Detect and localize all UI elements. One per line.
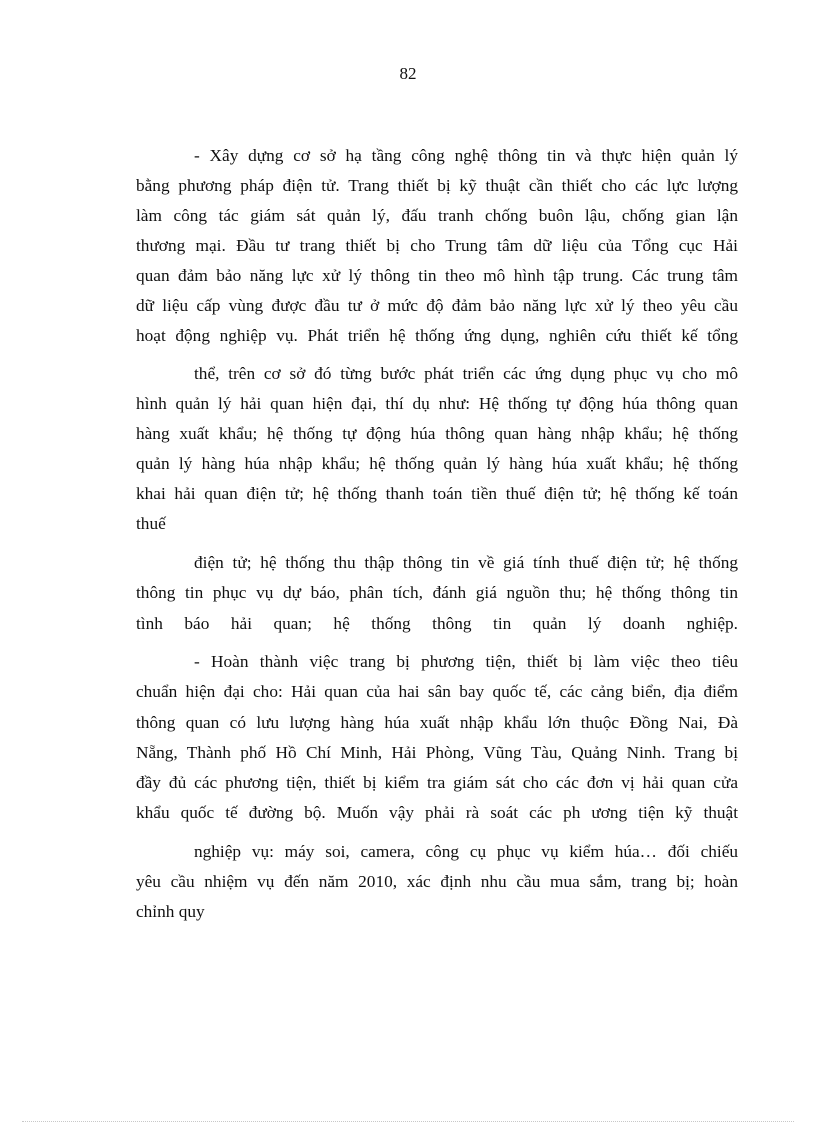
text-line: điện tử; hệ thống thu thập thông tin về giá tính thuế điện tử; hệ thống [194, 553, 738, 572]
text-line: quản lý hàng húa nhập khẩu; hệ thống quản lý hàng húa xuất khẩu; hệ thống [136, 454, 738, 473]
text-line: khai hải quan điện tử; hệ thống thanh toán tiền thuế điện tử; hệ thống kế toán [136, 484, 738, 503]
text-line: làm công tác giám sát quản lý, đấu tranh chống buôn lậu, chống gian lận [136, 206, 738, 225]
text-line: hoạt động nghiệp vụ. Phát triển hệ thống ứng dụng, nghiên cứu thiết kế tổng [136, 326, 738, 345]
text-line: yêu cầu nhiệm vụ đến năm 2010, xác định nhu cầu mua sắm, trang bị; hoàn [136, 872, 738, 891]
text-line: thương mại. Đầu tư trang thiết bị cho Trung tâm dữ liệu của Tổng cục Hải [136, 236, 738, 255]
text-line: chuẩn hiện đại cho: Hải quan của hai sân bay quốc tế, các cảng biển, địa điểm [136, 682, 738, 701]
text-line: thể, trên cơ sở đó từng bước phát triển các ứng dụng phục vụ cho mô [194, 364, 738, 383]
text-line: khẩu quốc tế đường bộ. Muốn vậy phải rà soát các ph ương tiện kỹ thuật [136, 803, 738, 822]
text-line: hàng xuất khẩu; hệ thống tự động húa thông quan hàng nhập khẩu; hệ thống [136, 424, 738, 443]
page-bottom-rule [22, 1121, 794, 1122]
text-line: - Hoàn thành việc trang bị phương tiện, thiết bị làm việc theo tiêu [194, 652, 738, 671]
text-line: dữ liệu cấp vùng được đầu tư ở mức độ đảm bảo năng lực xử lý theo yêu cầu [136, 296, 738, 315]
text-line: thuế [136, 514, 166, 533]
text-line: nghiệp vụ: máy soi, camera, công cụ phục vụ kiểm húa… đối chiếu [194, 842, 738, 861]
text-line: - Xây dựng cơ sở hạ tầng công nghệ thông tin và thực hiện quản lý [194, 146, 738, 165]
text-line: hình quản lý hải quan hiện đại, thí dụ như: Hệ thống tự động húa thông quan [136, 394, 738, 413]
text-line: quan đảm bảo năng lực xử lý thông tin theo mô hình tập trung. Các trung tâm [136, 266, 738, 285]
text-line: thông quan có lưu lượng hàng húa xuất nhập khẩu lớn thuộc Đồng Nai, Đà [136, 713, 738, 732]
text-line: tình báo hải quan; hệ thống thông tin quản lý doanh nghiệp. [136, 614, 738, 633]
text-line: bằng phương pháp điện tử. Trang thiết bị kỹ thuật cần thiết cho các lực lượng [136, 176, 738, 195]
text-line: chỉnh quy [136, 902, 205, 921]
text-line: Nẵng, Thành phố Hồ Chí Minh, Hải Phòng, Vũng Tàu, Quảng Ninh. Trang bị [136, 743, 738, 762]
text-line: đầy đủ các phương tiện, thiết bị kiểm tra giám sát cho các đơn vị hải quan cửa [136, 773, 738, 792]
page-number: 82 [399, 64, 417, 83]
text-line: thông tin phục vụ dự báo, phân tích, đánh giá nguồn thu; hệ thống thông tin [136, 583, 738, 602]
